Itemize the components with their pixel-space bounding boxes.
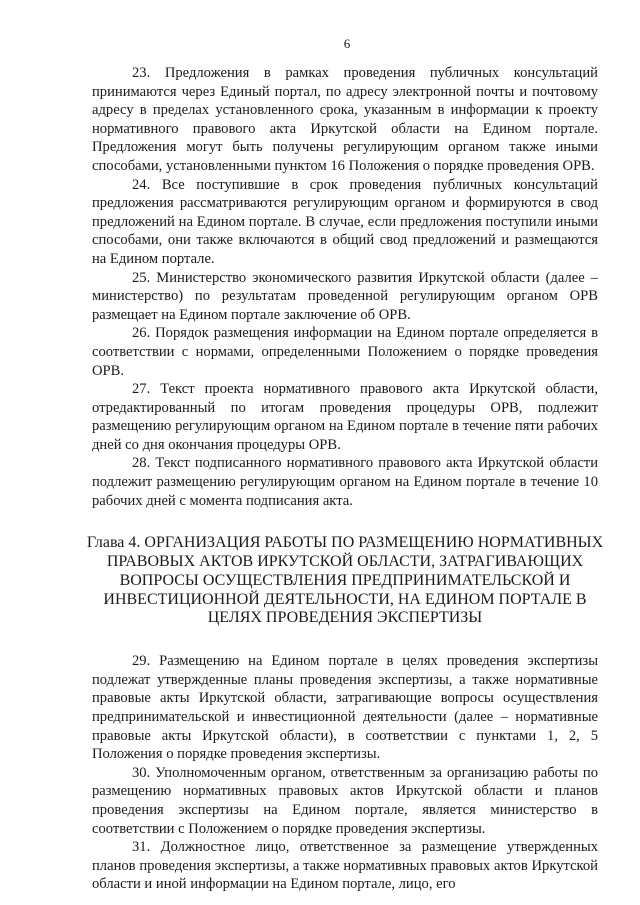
paragraph-30: 30. Уполномоченным органом, ответственным за организацию работы по размещению нормативных правовых актов Иркутской области и планов проведения экспертизы на Едином портале, является министерство в соответствии с Положением о порядке проведения экспертизы. [92,764,598,837]
paragraph-25: 25. Министерство экономического развития Иркутской области (далее – министерство) по результатам проведенной регулирующим органом ОРВ размещает на Едином портале заключение об ОРВ. [92,269,598,323]
paragraph-24: 24. Все поступившие в срок проведения публичных консультаций предложения рассматриваются регулирующим органом и формируются в свод предложений на Едином портале. В случае, если предложения поступили иными способами, они также включаются в общий свод предложений и размещаются на Едином портале. [92,176,598,267]
paragraph-26: 26. Порядок размещения информации на Едином портале определяется в соответствии с нормами, определенными Положением о порядке проведения ОРВ. [92,325,598,379]
paragraph-28: 28. Текст подписанного нормативного правового акта Иркутской области подлежит размещению регулирующим органом на Едином портале в течение 10 рабочих дней с момента подписания акта. [92,455,598,509]
paragraph-29: 29. Размещению на Едином портале в целях проведения экспертизы подлежат утвержденные планы проведения экспертизы, а также нормативные правовые акты Иркутской области, затрагивающие вопросы осуществления предпринимательской и инвестиционной деятельности (далее – нормативные правовые акты Иркутской области), в соответствии с пунктами 1, 2, 5 Положения о порядке проведения экспертизы. [92,653,598,763]
paragraph-27: 27. Текст проекта нормативного правового акта Иркутской области, отредактированный по итогам проведения процедуры ОРВ, подлежит размещению регулирующим органом на Едином портале в течение пяти рабочих дней со дня окончания процедуры ОРВ. [92,381,598,453]
paragraph-31: 31. Должностное лицо, ответственное за размещение утвержденных планов проведения экспертизы, а также нормативных правовых актов Иркутской области и иной информации на Едином портале, лицо, его [92,839,598,893]
chapter-heading: Глава 4. ОРГАНИЗАЦИЯ РАБОТЫ ПО РАЗМЕЩЕНИЮ НОРМАТИВНЫХ ПРАВОВЫХ АКТОВ ИРКУТСКОЙ ОБЛАСТИ, ЗАТРАГИВАЮЩИХ ВОПРОСЫ ОСУЩЕСТВЛЕНИЯ ПРЕДПРИНИМАТЕЛЬСКОЙ И ИНВЕСТИЦИОННОЙ ДЕЯТЕЛЬНОСТИ, НА ЕДИНОМ ПОРТАЛЕ В ЦЕЛЯХ ПРОВЕДЕНИЯ ЭКСПЕРТИЗЫ [86,534,604,627]
page-number: 6 [343,36,351,51]
paragraph-23: 23. Предложения в рамках проведения публичных консультаций принимаются через Единый портал, по адресу электронной почты и почтовому адресу в пределах установленного срока, указанным в информации к проекту нормативного правового акта Иркутской области на Едином портале. Предложения могут быть получены регулирующим органом также иными способами, установленными пунктом 16 Положения о порядке проведения ОРВ. [92,65,598,174]
